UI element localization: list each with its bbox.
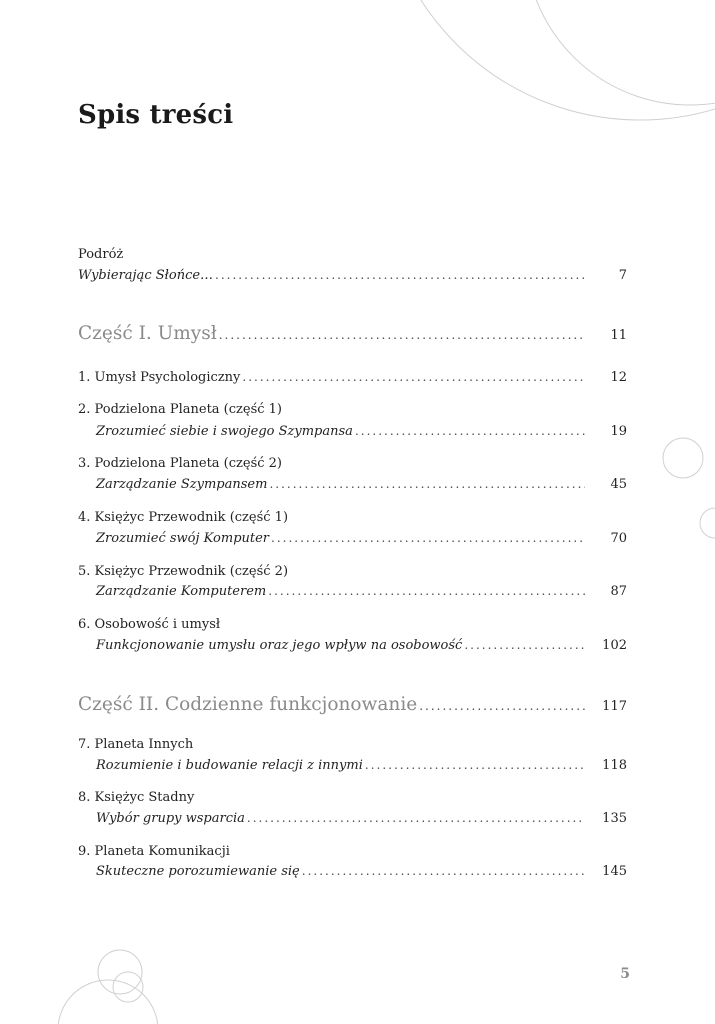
toc-entry-chapter-1[interactable] <box>78 367 627 387</box>
toc-part-1[interactable] <box>78 321 627 347</box>
dot-leader <box>269 474 585 494</box>
toc-entry-chapter-6[interactable] <box>96 635 627 655</box>
toc-page-number: 11 <box>610 328 627 343</box>
bottom-left-arc <box>58 980 158 1024</box>
chapter-title-9: 9. Planeta Komunikacji <box>78 844 230 859</box>
chapter-title-8: 8. Księżyc Stadny <box>78 790 195 805</box>
toc-page-number: 135 <box>602 811 627 826</box>
toc-page-number: 145 <box>602 864 627 879</box>
toc-entry-intro[interactable] <box>78 265 627 285</box>
chapter-title-7: 7. Planeta Innych <box>78 737 194 752</box>
page-title: Spis treści <box>78 100 234 130</box>
chapter-title-6: 6. Osobowość i umysł <box>78 617 221 632</box>
chapter-title-3: 3. Podzielona Planeta (część 2) <box>78 456 282 471</box>
chapter-title-2: 2. Podzielona Planeta (część 1) <box>78 402 282 417</box>
dot-leader <box>219 322 585 348</box>
page-number: 5 <box>620 966 630 982</box>
chapter-subtitle: Wybór grupy wsparcia <box>96 811 245 826</box>
chapter-subtitle: Funkcjonowanie umysłu oraz jego wpływ na osobowość <box>96 638 463 653</box>
chapter-subtitle: Zrozumieć siebie i swojego Szympansa <box>96 424 353 439</box>
dot-leader <box>365 755 585 775</box>
dot-leader <box>268 581 585 601</box>
chapter-title-5: 5. Księżyc Przewodnik (część 2) <box>78 564 289 579</box>
chapter-subtitle: Zarządzanie Szympansem <box>96 477 268 492</box>
top-right-arc-medium <box>525 0 715 105</box>
right-circle <box>663 438 703 478</box>
part-title: Część I. Umysł <box>78 323 217 344</box>
toc-page-number: 87 <box>610 584 627 599</box>
toc-page-number: 70 <box>610 531 627 546</box>
dot-leader <box>271 528 585 548</box>
dot-leader <box>242 367 585 387</box>
toc-part-2[interactable] <box>78 692 627 718</box>
chapter-subtitle: Rozumienie i budowanie relacji z innymi <box>96 758 363 773</box>
dot-leader <box>215 265 585 285</box>
toc-page-number: 12 <box>610 370 627 385</box>
dot-leader <box>302 861 585 881</box>
toc-page-number: 45 <box>610 477 627 492</box>
toc-entry-title: Wybierając Słońce… <box>78 268 214 283</box>
chapter-subtitle: Zarządzanie Komputerem <box>96 584 267 599</box>
toc-page-number: 102 <box>602 638 627 653</box>
chapter-title-4: 4. Księżyc Przewodnik (część 1) <box>78 510 289 525</box>
dot-leader <box>355 421 585 441</box>
right-edge-circle <box>700 508 715 538</box>
toc-entry-chapter-5[interactable] <box>96 581 627 601</box>
toc-entry-chapter-2[interactable] <box>96 421 627 441</box>
toc-entry-chapter-7[interactable] <box>96 755 627 775</box>
toc-entry-chapter-9[interactable] <box>96 861 627 881</box>
dot-leader <box>419 693 585 719</box>
dot-leader <box>247 808 585 828</box>
bottom-left-circle-large <box>98 950 142 994</box>
toc-page-number: 7 <box>618 268 627 283</box>
toc-page-number: 19 <box>610 424 627 439</box>
toc-page-number: 118 <box>602 758 627 773</box>
part-title: Część II. Codzienne funkcjonowanie <box>78 694 418 715</box>
toc-entry-chapter-3[interactable] <box>96 474 627 494</box>
intro-heading: Podróż <box>78 247 124 262</box>
toc-entry-chapter-4[interactable] <box>96 528 627 548</box>
top-right-arc-large <box>380 0 715 120</box>
chapter-subtitle: Skuteczne porozumiewanie się <box>96 864 300 879</box>
toc-entry-chapter-8[interactable] <box>96 808 627 828</box>
bottom-left-circle-small <box>113 972 143 1002</box>
chapter-subtitle: Zrozumieć swój Komputer <box>96 531 270 546</box>
dot-leader <box>464 635 585 655</box>
toc-page-number: 117 <box>602 699 627 714</box>
chapter-title: 1. Umysł Psychologiczny <box>78 370 241 385</box>
